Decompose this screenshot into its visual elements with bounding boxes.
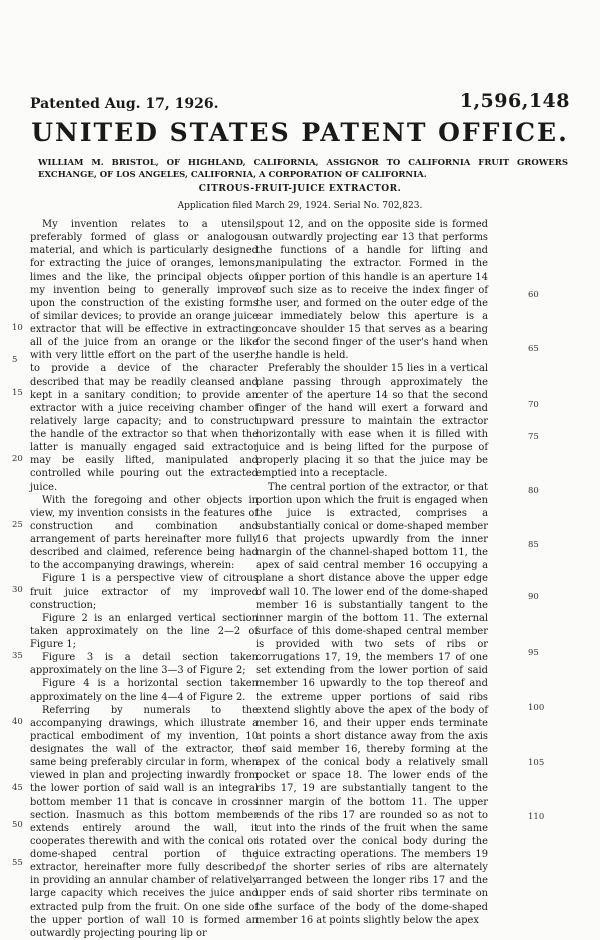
line-number: 50 (12, 820, 23, 830)
paragraph: Figure 3 is a detail section taken approximately on the line 3—3 of Figure 2; (30, 652, 258, 677)
line-number: 45 (12, 783, 23, 793)
line-number: 20 (12, 454, 23, 464)
line-number: 60 (528, 290, 539, 300)
line-number: 25 (12, 520, 23, 530)
line-number: 40 (12, 717, 23, 727)
office-title: UNITED STATES PATENT OFFICE. (31, 118, 569, 147)
paragraph: Figure 4 is a horizontal section taken approximately on the line 4—4 of Figure 2. (30, 678, 258, 703)
line-number: 70 (528, 400, 539, 410)
right-column (256, 218, 488, 927)
line-number: 65 (528, 344, 539, 354)
line-number: 85 (528, 540, 539, 550)
paragraph: Figure 1 is a perspective view of citrous fruit juice extractor of my improved construction; (30, 573, 258, 611)
patent-number: 1,596,148 (459, 90, 570, 112)
line-number: 35 (12, 651, 23, 661)
line-number: 90 (528, 592, 539, 602)
paragraph: With the foregoing and other objects in view, my invention consists in the features of construction and combination and arrangement of parts hereinafter more fully described and claimed, reference being had to the accompanying drawings, wherein: (30, 494, 258, 572)
line-number: 15 (12, 388, 23, 398)
line-number: 10 (12, 323, 23, 333)
paragraph: The central portion of the extractor, or that portion upon which the fruit is engaged when the juice is extracted, comprises a substantially conical or dome-shaped member 16 that projects upwardly from the inner margin of the channel-shaped bottom 11, the apex of said central member 16 occupying a plane a short distance above the upper edge of wall 10. The lower end of the dome-shaped member 16 is substantially tangent to the inner margin of the bottom 11. The external surface of this dome-shaped central member is provided with two sets of ribs or corrugations 17, 19, the members 17 of one set extending from the lower portion of said member 16 upwardly to the top thereof and the extreme upper portions of said ribs extend slightly above the apex of the body of member 16, and their upper ends terminate at points a short distance away from the axis of said member 16, thereby forming at the apex of the conical body a relatively small pocket or space 18. The lower ends of the ribs 17, 19 are substantially tangent to the inner margin of the bottom 11. The upper ends of the ribs 17 are rounded so as not to cut into the rinds of the fruit when the same is rotated over the conical body during the juice extracting operations. The members 19 of the shorter series of ribs are alternately arranged between the longer ribs 17 and the upper ends of said shorter ribs terminate on the surface of the body of the dome-shaped member 16 at points slightly below the apex (256, 481, 488, 926)
line-number: 100 (528, 703, 545, 713)
left-column (30, 218, 258, 940)
paragraph: My invention relates to a utensil, preferably formed of glass or analogous material, and which is particularly designed for extracting the juice of oranges, lemons, limes and the like, the principal objects of my invention being to generally improve upon the construction of the existing forms of similar devices; to provide an orange juice extractor that will be effective in extracting all of the juice from an orange or the like with very little effort on the part of the user; to provide a device of the character described that may be readily cleansed and kept in a sanitary condition; to provide an extractor with a juice receiving chamber of relatively large capacity; and to construct the handle of the extractor so that when the latter is manually engaged said extractor may be easily lifted, manipulated and controlled while pouring out the extracted juice. (30, 219, 258, 493)
line-number: 80 (528, 486, 539, 496)
patented-date: Patented Aug. 17, 1926. (30, 96, 219, 112)
paragraph: spout 12, and on the opposite side is formed an outwardly projecting ear 13 that performs the functions of a handle for lifting and manipulating the extractor. Formed in the upper portion of this handle is an aperture 14 of such size as to receive the index finger of the user, and formed on the outer edge of the ear immediately below this aperture is a concave shoulder 15 that serves as a bearing for the second finger of the user's hand when the handle is held. (256, 219, 488, 362)
line-number: 95 (528, 648, 539, 658)
invention-title: CITROUS-FRUIT-JUICE EXTRACTOR. (198, 184, 402, 194)
line-number: 75 (528, 432, 539, 442)
line-number: 105 (528, 758, 545, 768)
filing-info: Application filed March 29, 1924. Serial No. 702,823. (177, 201, 423, 211)
line-number: 30 (12, 585, 23, 595)
header-line (30, 90, 570, 112)
inventor-line: WILLIAM M. BRISTOL, OF HIGHLAND, CALIFORNIA, ASSIGNOR TO CALIFORNIA FRUIT GROWERS EXCHANGE, OF LOS ANGELES, CALIFORNIA, A CORPORATION OF CALIFORNIA. (38, 158, 568, 180)
line-number: 110 (528, 812, 545, 822)
paragraph: Referring by numerals to the accompanying drawings, which illustrate a practical embodiment of my invention, 10 designates the wall of the extractor, the same being preferably circular in form, when viewed in plan and projecting inwardly from the lower portion of said wall is an integral bottom member 11 that is concave in cross section. Inasmuch as this bottom member extends entirely around the wall, it cooperates therewith and with the conical or dome-shaped central portion of the extractor, hereinafter more fully described, in providing an annular chamber of relatively large capacity which receives the juice and extracted pulp from the fruit. On one side of the upper portion of wall 10 is formed an outwardly projecting pouring lip or (30, 704, 258, 939)
line-number: 55 (12, 858, 23, 868)
paragraph: Figure 2 is an enlarged vertical section taken approximately on the line 2—2 of Figure 1; (30, 612, 258, 650)
paragraph: Preferably the shoulder 15 lies in a vertical plane passing through approximately the center of the aperture 14 so that the second finger of the hand will exert a forward and upward pressure to maintain the extractor horizontally with ease when it is filled with juice and is being lifted for the purpose of properly placing it so that the juice may be emptied into a receptacle. (256, 363, 488, 480)
line-number: 5 (12, 355, 18, 365)
